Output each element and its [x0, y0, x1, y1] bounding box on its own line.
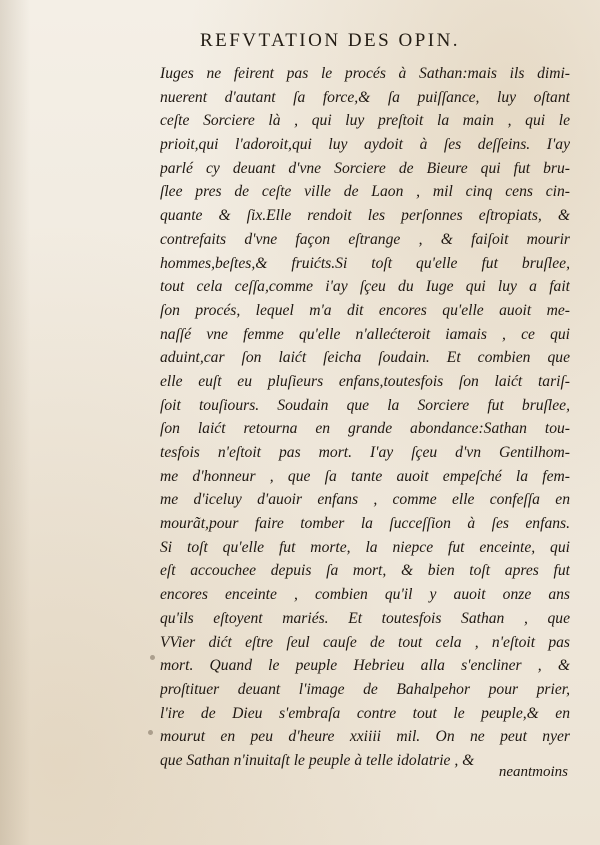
text-line: ſon procés, lequel m'a dit encores qu'elle auoit me- [160, 301, 570, 319]
text-line: prioit,qui l'adoroit,qui luy aydoit à ſes deſſeins. I'ay [160, 136, 570, 154]
text-line: parlé cy deuant d'vne Sorciere de Bieure qui fut bru- [160, 159, 570, 177]
text-line: l'ire de Dieu s'embraſa contre tout le peuple,& en [160, 704, 570, 722]
margin-mark [148, 730, 153, 735]
text-line: elle euſt eu pluſieurs enfans,toutesfois ſon laićt tariſ- [160, 372, 570, 390]
text-line: ſlee pres de ceſte ville de Laon , mil cinq cens cin- [160, 183, 570, 201]
margin-mark [150, 655, 155, 660]
running-head: REFVTATION DES OPIN. [199, 30, 461, 51]
text-line: qu'ils eſtoyent mariés. Et toutesfois Sathan , que [160, 609, 570, 627]
text-line: quante & ſix.Elle rendoit les perſonnes eſtropiats, & [160, 207, 570, 225]
text-block [160, 62, 570, 773]
text-line: me d'iceluy d'auoir enfans , comme elle confeſſa en [160, 491, 570, 509]
text-line: tout cela ceſſa,comme i'ay ſçeu du Iuge qui luy a fait [160, 278, 570, 296]
text-line: nuerent d'autant ſa force,& ſa puiſſance, luy oſtant [160, 88, 570, 106]
gutter-shadow [0, 0, 30, 845]
text-line: que Sathan n'inuitaſt le peuple à telle idolatrie , & [160, 751, 475, 769]
text-line: Iuges ne feirent pas le procés à Sathan:mais ils dimi- [160, 65, 570, 82]
text-line: contrefaits d'vne façon eſtrange , & faiſoit mourir [160, 230, 570, 248]
text-line: proſtituer deuant l'image de Bahalpehor pour prier, [160, 680, 570, 698]
catchword: neantmoins [498, 764, 568, 780]
text-line: mort. Quand le peuple Hebrieu alla s'encliner , & [160, 657, 570, 675]
text-line: ſoit touſiours. Soudain que la Sorciere fut bruſlee, [160, 396, 570, 414]
text-line: hommes,beſtes,& fruićts.Si toſt qu'elle fut bruſlee, [160, 254, 570, 272]
text-line: mourãt,pour faire tomber la ſucceſſion à ſes enfans. [160, 515, 570, 533]
text-line: mourut en peu d'heure xxiiii mil. On ne peut nyer [160, 728, 570, 746]
text-line: ſon laićt retourna en grande abondance:Sathan tou- [160, 420, 570, 438]
text-line: tesfois n'eſtoit pas mort. I'ay ſçeu d'vn Gentilhom- [160, 444, 570, 461]
text-line: ceſte Sorciere là , qui luy preſtoit la main , qui le [160, 112, 570, 130]
text-line: VVier dićt eſtre ſeul cauſe de tout cela , n'eſtoit pas [160, 633, 570, 651]
text-line: Si toſt qu'elle fut morte, la niepce fut enceinte, qui [160, 538, 570, 556]
text-line: naſſé vne femme qu'elle n'allećteroit iamais , ce qui [160, 325, 570, 343]
text-line: encores enceinte , combien qu'il y auoit onze ans [160, 586, 570, 604]
text-line: aduint,car ſon laićt ſeicha ſoudain. Et combien que [160, 349, 570, 367]
text-line: me d'honneur , que ſa tante auoit empeſché la fem- [160, 467, 570, 485]
text-line: eſt accouchee depuis ſa mort, & bien toſt apres fut [160, 562, 570, 580]
